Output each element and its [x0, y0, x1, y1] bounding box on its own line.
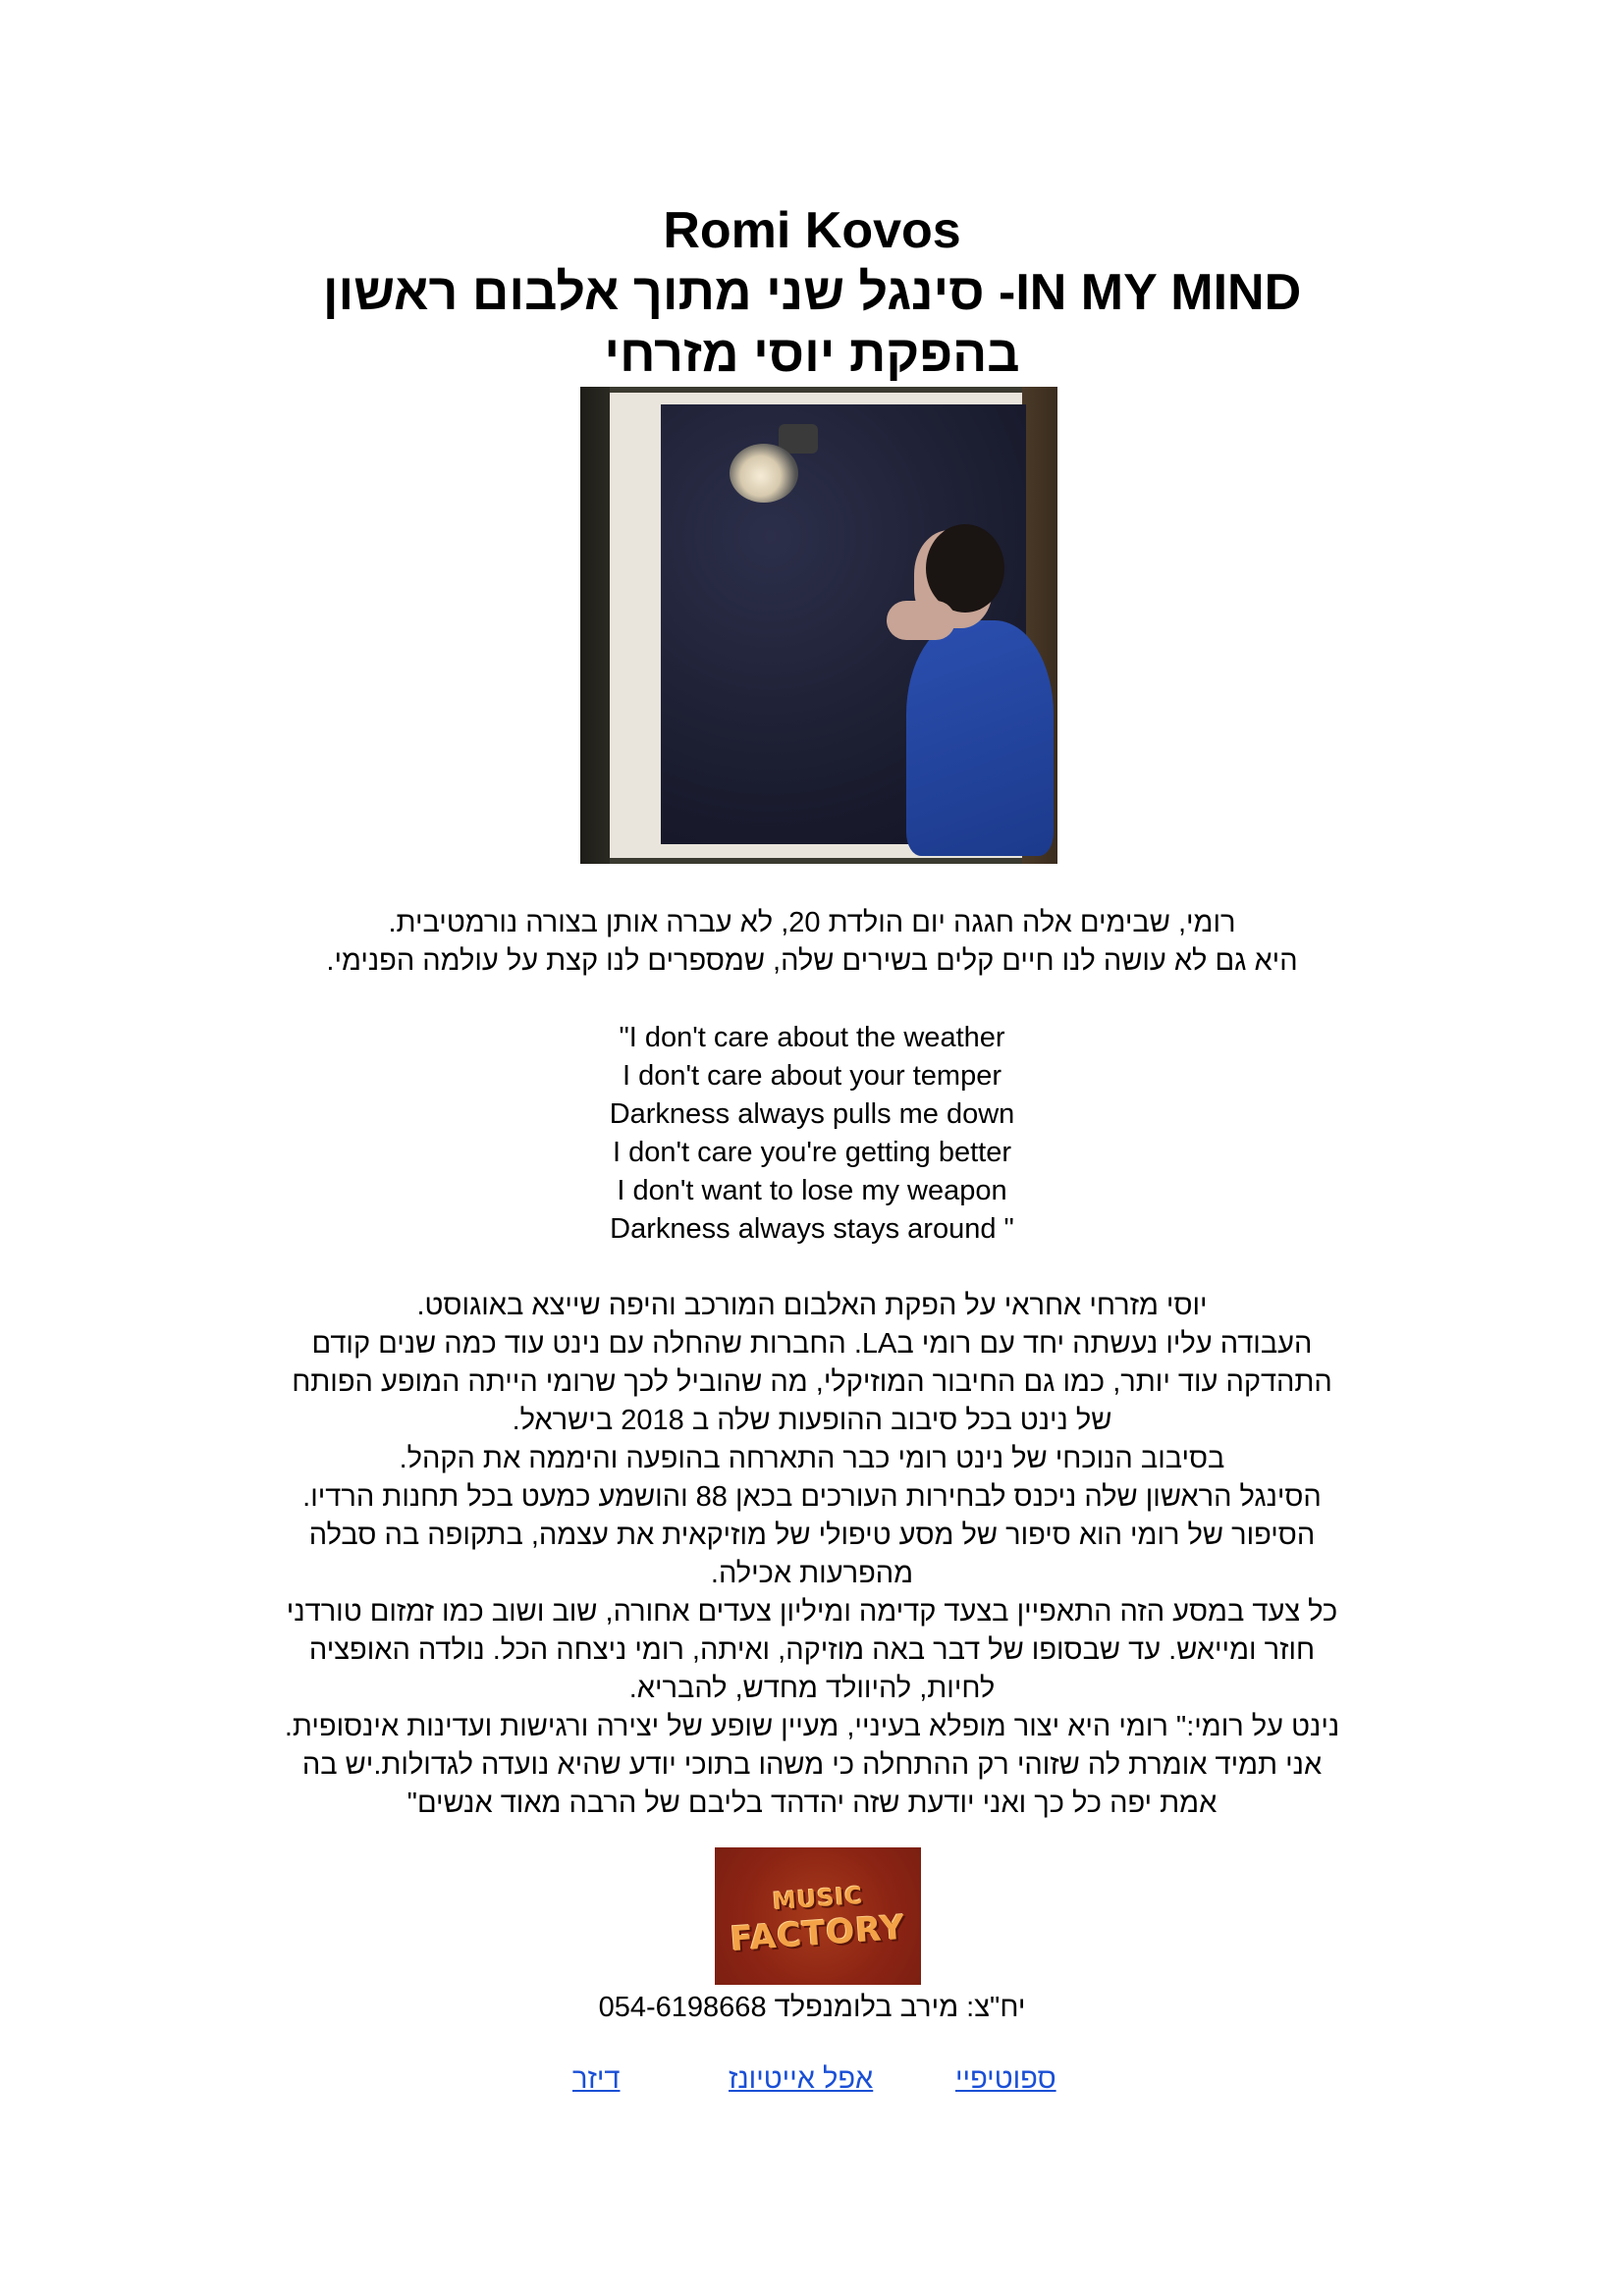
lyric-line: "I don't care about the weather [619, 1022, 1005, 1053]
artist-title: Romi Kovos [663, 202, 961, 259]
lyric-line: Darkness always stays around " [610, 1213, 1014, 1245]
pr-contact: יח"צ: מירב בלומנפלד 054-6198668 [598, 1992, 1026, 2023]
body-paragraph [196, 1287, 1428, 1823]
body-line: לחיות, להיוולד מחדש, להבריא. [628, 1673, 996, 1704]
lyrics-quote [196, 1019, 1428, 1249]
body-line: חוזר ומייאש. עד שבסופו של דבר באה מוזיקה, ואיתה, רומי ניצחה הכל. נולדה האופציה [308, 1634, 1316, 1666]
apple-itunes-link[interactable]: אפל אייטיונז [729, 2063, 874, 2095]
logo-word-music: MUSIC [772, 1881, 864, 1916]
intro-line: היא גם לא עושה לנו חיים קלים בשירים שלה, שמספרים לנו קצת על עולמה הפנימי. [326, 945, 1298, 977]
body-line: כל צעד במסע הזה התאפיין בצעד קדימה ומיליון צעדים אחורה, שוב ושוב כמו זמזום טורדני [286, 1596, 1338, 1628]
body-line: העבודה עליו נעשתה יחד עם רומי בLA. החברות שהחלה עם נינט עוד כמה שנים קודם [311, 1328, 1313, 1360]
body-line: נינט על רומי:" רומי היא יצור מופלא בעיניי, מעיין שופע של יצירה ורגישות ועדינות אינסופית. [284, 1711, 1340, 1742]
body-line: הסיפור של רומי הוא סיפור של מסע טיפולי של מוזיקאית את עצמה, בתקופה בה סבלה [308, 1520, 1316, 1551]
lyric-line: Darkness always pulls me down [609, 1098, 1015, 1130]
body-line: הסינגל הראשון שלה ניכנס לבחירות העורכים בכאן 88 והושמע כמעט בכל תחנות הרדיו. [302, 1481, 1322, 1513]
lyric-line: I don't care you're getting better [612, 1137, 1012, 1168]
spotlight-lamp [730, 444, 798, 503]
lyric-line: I don't want to lose my weapon [617, 1175, 1007, 1206]
body-line: של נינט בכל סיבוב ההופעות שלה ב 2018 בישראל. [512, 1405, 1112, 1436]
logo-word-factory: FACTORY [729, 1907, 907, 1960]
body-line: יוסי מזרחי אחראי על הפקת האלבום המורכב והיפה שייצא באוגוסט. [416, 1290, 1208, 1321]
intro-line: רומי, שבימים אלה חגגה יום הולדת 20, לא עברה אותן בצורה נורמטיבית. [388, 907, 1236, 938]
body-line: אמת יפה כל כך ואני יודעת שזה יהדהד בליבם של הרבה מאוד אנשים" [406, 1788, 1218, 1819]
intro-paragraph [196, 904, 1428, 981]
lyric-line: I don't care about your temper [623, 1060, 1001, 1092]
body-line: בסיבוב הנוכחי של נינט רומי כבר התארחה בהופעה והיממה את הקהל. [399, 1443, 1225, 1474]
spotify-link[interactable]: ספוטיפיי [955, 2063, 1056, 2095]
single-title: IN MY MIND- סינגל שני מתוך אלבום ראשון [322, 264, 1302, 321]
streaming-links [0, 2060, 1624, 2100]
music-factory-logo [715, 1847, 921, 1985]
body-line: התהדקה עוד יותר, כמו גם החיבור המוזיקלי, מה שהוביל לכך שרומי הייתה המופע הפותח [292, 1366, 1332, 1398]
body-line: מהפרעות אכילה. [710, 1558, 914, 1589]
deezer-link[interactable]: דיזר [572, 2063, 621, 2095]
body-line: אני תמיד אומרת לה שזוהי רק ההתחלה כי משהו בתוכי יודע שהיא נועדה לגדולות.יש בה [301, 1749, 1323, 1781]
artist-photo [580, 387, 1057, 864]
producer-title: בהפקת יוסי מזרחי [604, 326, 1020, 383]
